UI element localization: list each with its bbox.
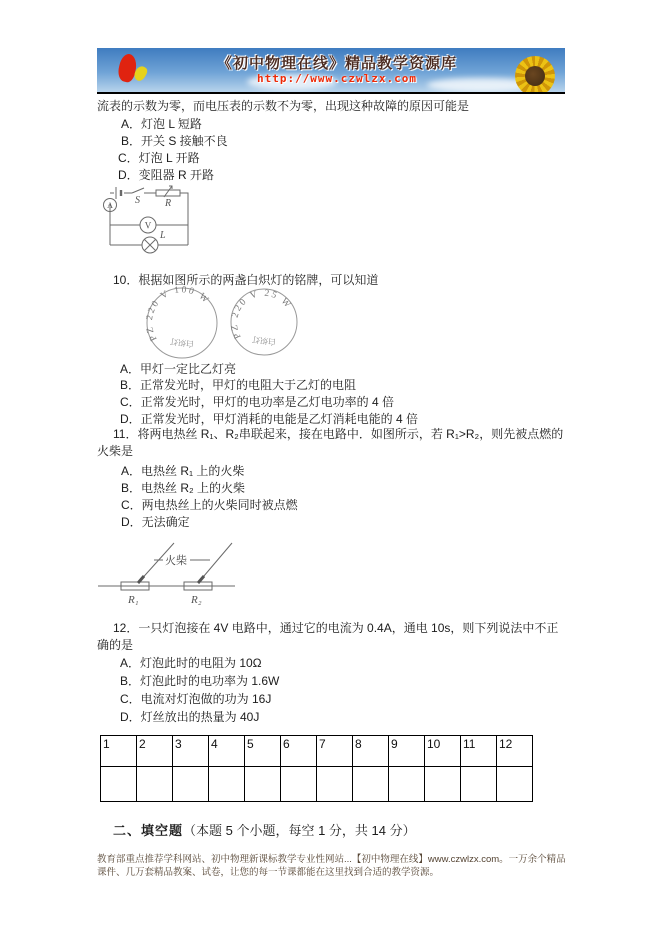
ammeter-label: A bbox=[107, 201, 113, 210]
switch-blade bbox=[132, 188, 144, 193]
answer-table-blank-row bbox=[101, 767, 533, 802]
nameplate-2-bottom-text: 白炽灯 bbox=[251, 334, 277, 347]
nameplate-1-bottom-text: 白炽灯 bbox=[169, 336, 195, 349]
rheostat-label: R bbox=[165, 198, 172, 209]
answer-blank-cell bbox=[281, 767, 317, 802]
match-label: 火柴 bbox=[165, 555, 187, 567]
answer-header-cell: 6 bbox=[281, 736, 317, 767]
q9-stem-continuation: 流表的示数为零，而电压表的示数不为零，出现这种故障的原因可能是 bbox=[97, 99, 470, 113]
answer-blank-cell bbox=[137, 767, 173, 802]
answer-header-cell: 1 bbox=[101, 736, 137, 767]
answer-header-cell: 8 bbox=[353, 736, 389, 767]
nameplate-2-arc-text: PZ 220 V 25 W bbox=[229, 288, 294, 341]
q9-option-b: B．开关 S 接触不良 bbox=[121, 134, 228, 148]
q9-circuit-figure bbox=[100, 185, 192, 255]
lamp-label: L bbox=[160, 230, 166, 241]
q10-stem: 10．根据如图所示的两盏白炽灯的铭牌，可以知道 bbox=[113, 273, 379, 287]
q12-option-a: A．灯泡此时的电阻为 10Ω bbox=[120, 656, 262, 670]
switch-label: S bbox=[135, 195, 140, 206]
q12-option-b: B．灯泡此时的电功率为 1.6W bbox=[120, 674, 280, 688]
q11-option-b: B．电热丝 R₂ 上的火柴 bbox=[121, 481, 245, 495]
q12-stem: 12．一只灯泡接在 4V 电路中，通过它的电流为 0.4A，通电 10s，则下列说法中不正确的是 bbox=[97, 621, 559, 652]
q12-option-c: C．电流对灯泡做的功为 16J bbox=[120, 692, 272, 706]
answer-header-cell: 9 bbox=[389, 736, 425, 767]
section2-heading bbox=[113, 820, 416, 839]
circuit-wire bbox=[180, 193, 188, 245]
q9-option-c: C．灯泡 L 开路 bbox=[118, 151, 200, 165]
q10-option-c: C．正常发光时，甲灯的电功率是乙灯电功率的 4 倍 bbox=[120, 395, 395, 409]
answer-header-cell: 11 bbox=[461, 736, 497, 767]
answer-blank-cell bbox=[173, 767, 209, 802]
answer-header-cell: 7 bbox=[317, 736, 353, 767]
answer-header-cell: 4 bbox=[209, 736, 245, 767]
banner-divider bbox=[97, 92, 565, 94]
section2-label: 二、填空题 bbox=[113, 823, 184, 838]
q12-option-d: D．灯丝放出的热量为 40J bbox=[120, 710, 260, 724]
section2-detail: （本题 5 个小题，每空 1 分，共 14 分） bbox=[183, 823, 416, 838]
rheostat-arrow bbox=[164, 186, 172, 197]
r2-label: R₂ bbox=[191, 594, 202, 606]
answer-header-cell: 2 bbox=[137, 736, 173, 767]
q10-option-d: D．正常发光时，甲灯消耗的电能是乙灯消耗电能的 4 倍 bbox=[120, 412, 419, 426]
voltmeter-label: V bbox=[144, 220, 152, 231]
q11-option-c: C．两电热丝上的火柴同时被点燃 bbox=[121, 498, 298, 512]
site-banner bbox=[97, 48, 565, 92]
answer-header-cell: 10 bbox=[425, 736, 461, 767]
q9-option-d: D．变阻器 R 开路 bbox=[118, 168, 215, 182]
answer-blank-cell bbox=[497, 767, 533, 802]
banner-url-link[interactable]: http://www.czwlzx.com bbox=[256, 72, 418, 85]
answer-header-cell: 3 bbox=[173, 736, 209, 767]
answer-table bbox=[100, 735, 533, 802]
answer-table-header-row bbox=[101, 736, 533, 767]
answer-blank-cell bbox=[209, 767, 245, 802]
q9-option-a: A．灯泡 L 短路 bbox=[121, 117, 202, 131]
q10-nameplates-figure bbox=[144, 285, 304, 361]
r1-label: R₁ bbox=[128, 594, 139, 606]
answer-header-cell: 12 bbox=[497, 736, 533, 767]
answer-header-cell: 5 bbox=[245, 736, 281, 767]
answer-blank-cell bbox=[101, 767, 137, 802]
sunflower-icon bbox=[515, 56, 555, 92]
answer-blank-cell bbox=[425, 767, 461, 802]
answer-blank-cell bbox=[461, 767, 497, 802]
q11-match-figure bbox=[98, 538, 238, 608]
answer-blank-cell bbox=[353, 767, 389, 802]
q10-option-a: A．甲灯一定比乙灯亮 bbox=[120, 362, 237, 376]
q11-stem: 11．将两电热丝 R₁、R₂串联起来，接在电路中．如图所示，若 R₁>R₂，则先被点燃的火柴是 bbox=[97, 427, 564, 458]
answer-blank-cell bbox=[245, 767, 281, 802]
footer-promo-text: 教育部重点推荐学科网站、初中物理新课标教学专业性网站...【初中物理在线】www.czwlzx.com。一万余个精品课件、几万套精品教案、试卷，让您的每一节课都能在这里找到合适的教学资源。 bbox=[97, 854, 566, 878]
q11-option-d: D．无法确定 bbox=[121, 515, 190, 529]
q11-option-a: A．电热丝 R₁ 上的火柴 bbox=[121, 464, 245, 478]
banner-title: 《初中物理在线》精品教学资源库 bbox=[216, 55, 457, 72]
nameplate-1-arc-text: PZ 220 V 100 W bbox=[144, 285, 212, 343]
q10-option-b: B．正常发光时，甲灯的电阻大于乙灯的电阻 bbox=[120, 378, 357, 392]
answer-blank-cell bbox=[389, 767, 425, 802]
answer-blank-cell bbox=[317, 767, 353, 802]
